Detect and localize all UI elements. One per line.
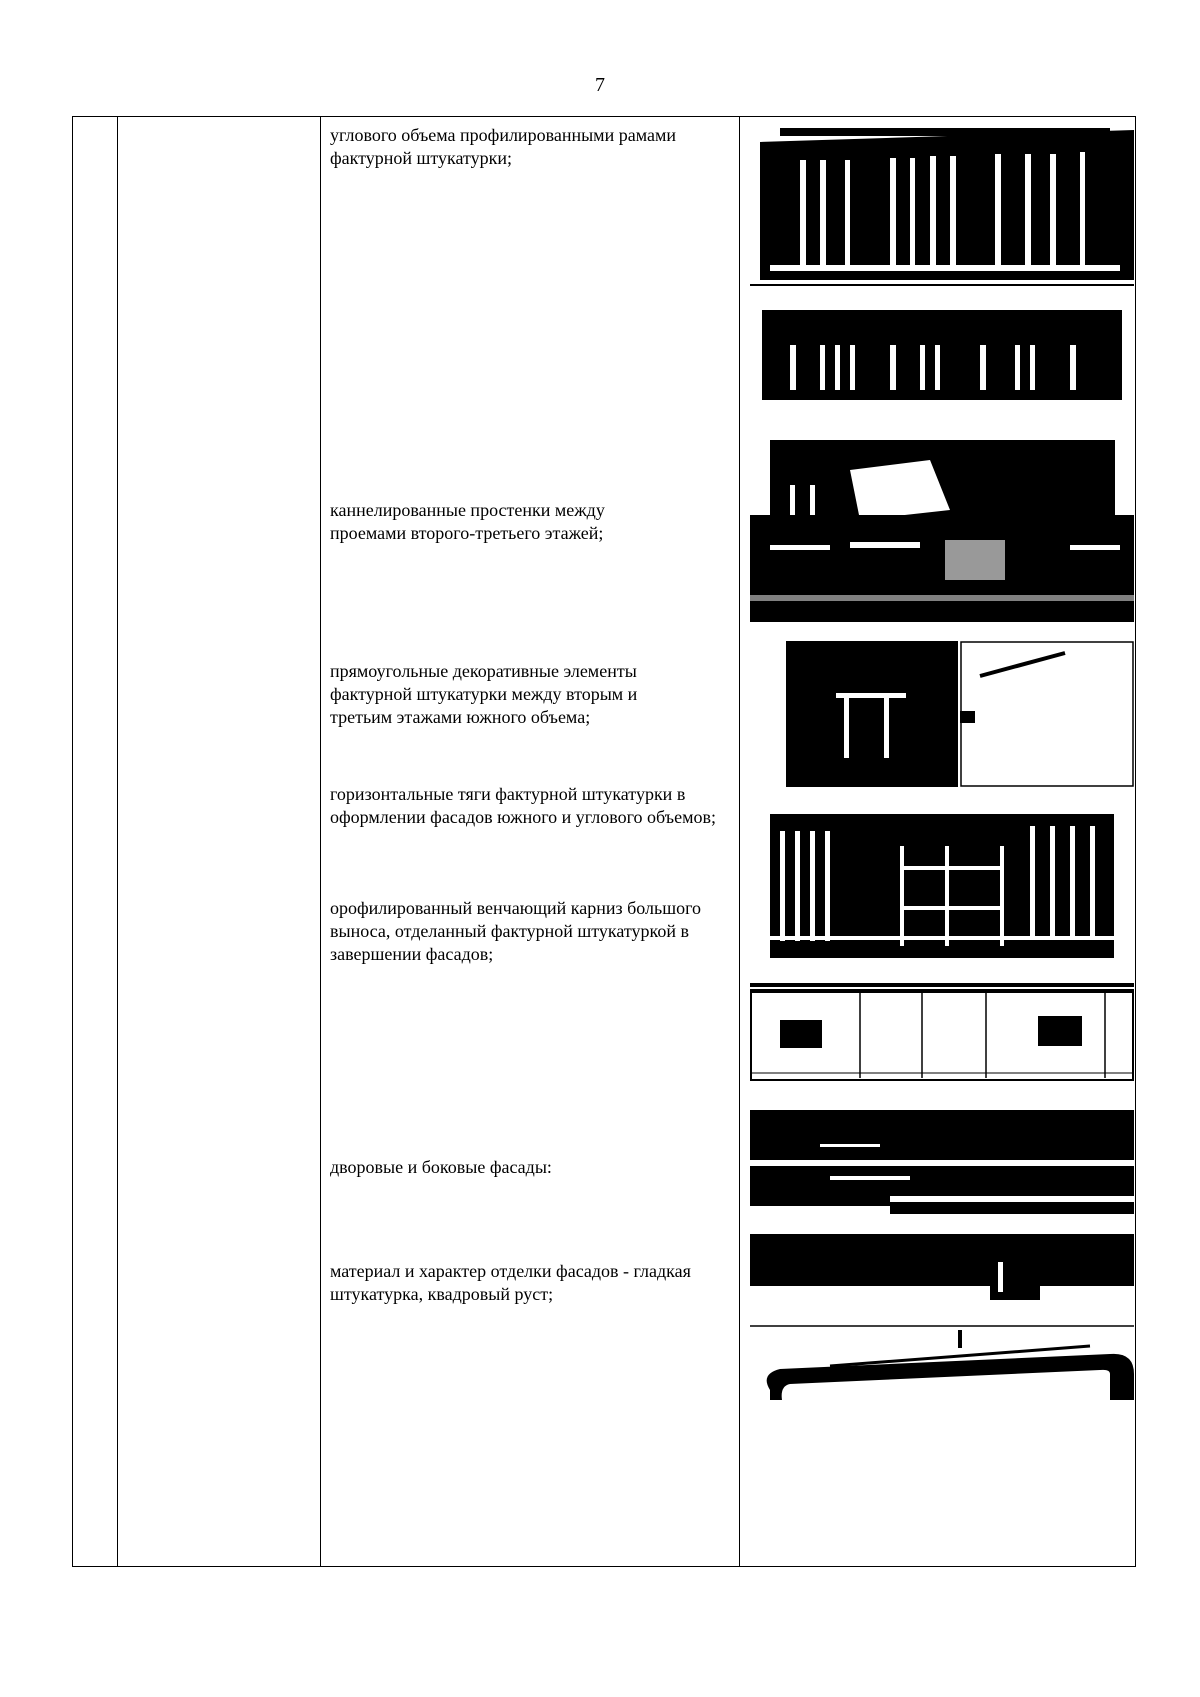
column-divider-3	[739, 116, 740, 1567]
facade-photo-corner-frames	[750, 120, 1134, 290]
description-finish-material: материал и характер отделки фасадов - гладкая штукатурка, квадровый руст;	[330, 1261, 691, 1304]
facade-photo-courtyard-1	[750, 1104, 1134, 1160]
facade-photo-courtyard-3	[750, 1234, 1134, 1300]
description-corner-frames: углового объема профилированными рамами фактурной штукатурки;	[330, 125, 676, 168]
facade-photo-strip-detail	[960, 641, 1134, 787]
facade-photo-courtyard-2	[750, 1166, 1134, 1214]
description-courtyard-facades: дворовые и боковые фасады:	[330, 1157, 552, 1177]
description-cornice: орофилированный венчающий карниз большого выноса, отделанный фактурной штукатуркой в завершении фасадов;	[330, 898, 702, 964]
facade-photo-horizontal-strips	[770, 806, 1114, 958]
column-divider-1	[117, 116, 118, 1567]
facade-photo-rect-element	[786, 641, 958, 787]
description-rect-elements: прямоугольные декоративные элементы фактурной штукатурки между вторым и третьим этажами южного объема;	[330, 661, 638, 727]
facade-photo-rounded-cornice	[750, 1324, 1134, 1400]
facade-photo-fluted-piers	[750, 310, 1134, 622]
page-number: 7	[595, 74, 605, 96]
facade-photo-cornice	[750, 983, 1134, 1081]
description-fluted-piers: каннелированные простенки между проемами второго-третьего этажей;	[330, 500, 605, 543]
description-horizontal-strips: горизонтальные тяги фактурной штукатурки в оформлении фасадов южного и углового объемов;	[330, 784, 716, 827]
column-divider-2	[320, 116, 321, 1567]
